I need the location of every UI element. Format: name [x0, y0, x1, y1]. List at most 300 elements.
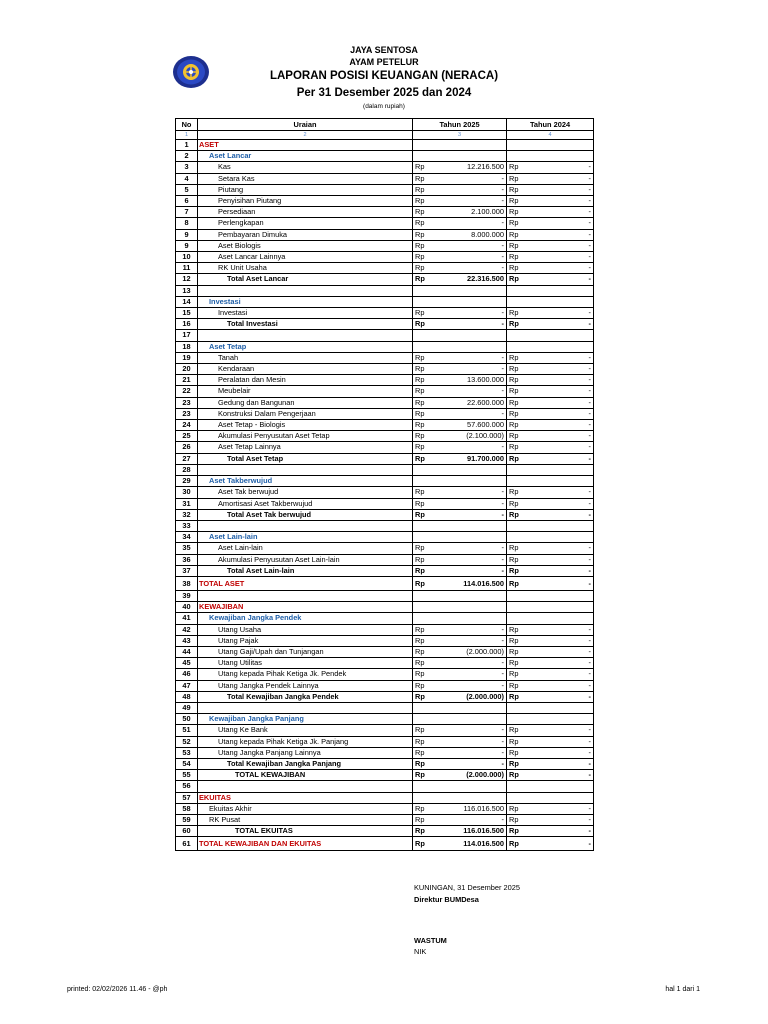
table-row — [176, 296, 594, 307]
value-2024: - — [525, 274, 594, 285]
row-label: Utang Usaha — [198, 624, 413, 635]
currency-2025 — [413, 781, 431, 792]
value-2024 — [525, 341, 594, 352]
row-label: Utang kepada Pihak Ketiga Jk. Panjang — [198, 736, 413, 747]
value-2025: - — [431, 308, 507, 319]
column-index-row — [176, 131, 594, 140]
row-number: 40 — [176, 602, 198, 613]
currency-2024 — [507, 590, 525, 601]
value-2025: - — [431, 173, 507, 184]
currency-2025: Rp — [413, 274, 431, 285]
currency-2024 — [507, 296, 525, 307]
company-name: JAYA SENTOSA — [350, 45, 418, 55]
currency-2025: Rp — [413, 691, 431, 702]
currency-2025: Rp — [413, 758, 431, 769]
currency-2025 — [413, 532, 431, 543]
row-number: 59 — [176, 814, 198, 825]
currency-2024: Rp — [507, 420, 525, 431]
table-row — [176, 702, 594, 713]
row-number: 10 — [176, 252, 198, 263]
table-row — [176, 602, 594, 613]
table-row — [176, 386, 594, 397]
row-label: Meubelair — [198, 386, 413, 397]
row-label: Investasi — [198, 308, 413, 319]
currency-2024: Rp — [507, 184, 525, 195]
value-2024: - — [525, 319, 594, 330]
col-index: 4 — [507, 131, 594, 140]
table-row — [176, 635, 594, 646]
currency-2025: Rp — [413, 826, 431, 837]
currency-2024 — [507, 464, 525, 475]
row-label: Perlengkapan — [198, 218, 413, 229]
row-number: 55 — [176, 770, 198, 781]
currency-2024: Rp — [507, 487, 525, 498]
currency-2024 — [507, 330, 525, 341]
value-2024 — [525, 532, 594, 543]
currency-2025: Rp — [413, 646, 431, 657]
currency-2024: Rp — [507, 770, 525, 781]
table-row — [176, 263, 594, 274]
row-number: 23 — [176, 397, 198, 408]
value-2024: - — [525, 240, 594, 251]
currency-2025: Rp — [413, 308, 431, 319]
value-2024: - — [525, 375, 594, 386]
value-2024 — [525, 613, 594, 624]
value-2025: - — [431, 669, 507, 680]
value-2024: - — [525, 736, 594, 747]
table-row — [176, 218, 594, 229]
value-2024 — [525, 520, 594, 531]
table-row — [176, 240, 594, 251]
value-2025: - — [431, 725, 507, 736]
table-row — [176, 509, 594, 520]
row-number: 21 — [176, 375, 198, 386]
row-number: 44 — [176, 646, 198, 657]
row-number: 2 — [176, 151, 198, 162]
value-2025 — [431, 464, 507, 475]
table-row — [176, 803, 594, 814]
value-2025: (2.000.000) — [431, 691, 507, 702]
row-label: EKUITAS — [198, 792, 413, 803]
value-2025: (2.000.000) — [431, 770, 507, 781]
row-number: 33 — [176, 520, 198, 531]
currency-2024: Rp — [507, 658, 525, 669]
row-label: Utang Jangka Panjang Lainnya — [198, 747, 413, 758]
row-number: 39 — [176, 590, 198, 601]
table-row — [176, 554, 594, 565]
row-label: Tanah — [198, 352, 413, 363]
currency-2025: Rp — [413, 635, 431, 646]
table-header-row — [176, 119, 594, 131]
row-label: TOTAL EKUITAS — [198, 826, 413, 837]
currency-2025: Rp — [413, 263, 431, 274]
row-label: Aset Tetap — [198, 341, 413, 352]
currency-2025 — [413, 341, 431, 352]
value-2025 — [431, 330, 507, 341]
value-2024 — [525, 590, 594, 601]
value-2025: - — [431, 758, 507, 769]
value-2025: - — [431, 252, 507, 263]
row-number: 58 — [176, 803, 198, 814]
table-row — [176, 613, 594, 624]
row-number: 29 — [176, 476, 198, 487]
value-2025: - — [431, 814, 507, 825]
row-label: Total Investasi — [198, 319, 413, 330]
row-label — [198, 464, 413, 475]
currency-2025 — [413, 702, 431, 713]
row-number: 14 — [176, 296, 198, 307]
value-2025 — [431, 520, 507, 531]
currency-2024: Rp — [507, 736, 525, 747]
currency-2025: Rp — [413, 565, 431, 576]
row-number: 50 — [176, 714, 198, 725]
row-label: Kewajiban Jangka Pendek — [198, 613, 413, 624]
table-row — [176, 285, 594, 296]
row-label — [198, 702, 413, 713]
row-label — [198, 590, 413, 601]
balance-sheet-table — [175, 118, 594, 851]
value-2025 — [431, 602, 507, 613]
currency-2024: Rp — [507, 431, 525, 442]
value-2025: - — [431, 635, 507, 646]
value-2025 — [431, 140, 507, 151]
currency-2025: Rp — [413, 364, 431, 375]
value-2025: - — [431, 498, 507, 509]
currency-2025: Rp — [413, 554, 431, 565]
value-2024 — [525, 702, 594, 713]
currency-2025: Rp — [413, 624, 431, 635]
row-label: Akumulasi Penyusutan Aset Lain-lain — [198, 554, 413, 565]
currency-2024: Rp — [507, 814, 525, 825]
currency-2025: Rp — [413, 240, 431, 251]
currency-2025: Rp — [413, 375, 431, 386]
table-row — [176, 330, 594, 341]
row-number: 1 — [176, 140, 198, 151]
value-2025 — [431, 702, 507, 713]
row-number: 7 — [176, 207, 198, 218]
value-2024: - — [525, 826, 594, 837]
currency-2024: Rp — [507, 308, 525, 319]
table-row — [176, 658, 594, 669]
row-label: Utang Gaji/Upah dan Tunjangan — [198, 646, 413, 657]
value-2025 — [431, 341, 507, 352]
currency-2024: Rp — [507, 646, 525, 657]
row-label: Total Aset Tetap — [198, 453, 413, 464]
table-row — [176, 520, 594, 531]
table-row — [176, 431, 594, 442]
currency-2025: Rp — [413, 229, 431, 240]
table-row — [176, 173, 594, 184]
value-2024: - — [525, 576, 594, 590]
row-label: Aset Lain-lain — [198, 532, 413, 543]
row-label: Peralatan dan Mesin — [198, 375, 413, 386]
row-number: 20 — [176, 364, 198, 375]
row-number: 54 — [176, 758, 198, 769]
table-row — [176, 229, 594, 240]
row-label: Utang Ke Bank — [198, 725, 413, 736]
value-2025: 91.700.000 — [431, 453, 507, 464]
currency-2025: Rp — [413, 431, 431, 442]
row-number: 27 — [176, 453, 198, 464]
currency-2024 — [507, 532, 525, 543]
currency-2024: Rp — [507, 680, 525, 691]
currency-2024 — [507, 613, 525, 624]
value-2025: - — [431, 624, 507, 635]
page-indicator: hal 1 dari 1 — [665, 986, 700, 993]
value-2024: - — [525, 420, 594, 431]
table-row — [176, 725, 594, 736]
value-2025: 13.600.000 — [431, 375, 507, 386]
value-2025: (2.000.000) — [431, 646, 507, 657]
row-number: 52 — [176, 736, 198, 747]
value-2024: - — [525, 624, 594, 635]
row-label: Penyisihan Piutang — [198, 196, 413, 207]
currency-2025 — [413, 285, 431, 296]
value-2025 — [431, 476, 507, 487]
value-2025: - — [431, 364, 507, 375]
value-2025: - — [431, 736, 507, 747]
row-label: Persediaan — [198, 207, 413, 218]
currency-2024: Rp — [507, 263, 525, 274]
row-label: Aset Tetap - Biologis — [198, 420, 413, 431]
signature-place-date: KUNINGAN, 31 Desember 2025 — [414, 883, 520, 892]
currency-2024: Rp — [507, 725, 525, 736]
row-number: 19 — [176, 352, 198, 363]
currency-2025 — [413, 520, 431, 531]
row-label: Aset Takberwujud — [198, 476, 413, 487]
currency-2024: Rp — [507, 565, 525, 576]
currency-2025 — [413, 296, 431, 307]
row-number: 37 — [176, 565, 198, 576]
currency-2025: Rp — [413, 420, 431, 431]
currency-2024 — [507, 151, 525, 162]
table-row — [176, 352, 594, 363]
row-label: Utang Jangka Pendek Lainnya — [198, 680, 413, 691]
row-label: Kas — [198, 162, 413, 173]
col-no-header: No — [176, 119, 198, 131]
value-2025: - — [431, 554, 507, 565]
row-label: Setara Kas — [198, 173, 413, 184]
currency-2024: Rp — [507, 352, 525, 363]
value-2024: - — [525, 554, 594, 565]
currency-2024: Rp — [507, 274, 525, 285]
col-uraian-header: Uraian — [198, 119, 413, 131]
currency-2025: Rp — [413, 184, 431, 195]
table-row — [176, 319, 594, 330]
currency-2024: Rp — [507, 196, 525, 207]
row-label — [198, 520, 413, 531]
table-row — [176, 397, 594, 408]
row-number: 48 — [176, 691, 198, 702]
row-number: 47 — [176, 680, 198, 691]
row-number: 31 — [176, 498, 198, 509]
currency-2024: Rp — [507, 397, 525, 408]
value-2025: - — [431, 565, 507, 576]
value-2024 — [525, 464, 594, 475]
currency-2024: Rp — [507, 758, 525, 769]
row-number: 42 — [176, 624, 198, 635]
value-2024: - — [525, 196, 594, 207]
value-2025 — [431, 532, 507, 543]
col-2024-header: Tahun 2024 — [507, 119, 594, 131]
row-label: Total Aset Lancar — [198, 274, 413, 285]
col-index: 2 — [198, 131, 413, 140]
row-label: KEWAJIBAN — [198, 602, 413, 613]
table-row — [176, 837, 594, 851]
row-number: 4 — [176, 173, 198, 184]
currency-2025 — [413, 602, 431, 613]
table-row — [176, 196, 594, 207]
currency-2025: Rp — [413, 218, 431, 229]
currency-2025: Rp — [413, 747, 431, 758]
currency-2024: Rp — [507, 837, 525, 851]
value-2024: - — [525, 803, 594, 814]
value-2025: - — [431, 263, 507, 274]
currency-2025 — [413, 464, 431, 475]
currency-2024 — [507, 520, 525, 531]
currency-2025: Rp — [413, 386, 431, 397]
row-number: 36 — [176, 554, 198, 565]
currency-2025: Rp — [413, 196, 431, 207]
value-2025: - — [431, 386, 507, 397]
currency-2024: Rp — [507, 240, 525, 251]
value-2024: - — [525, 635, 594, 646]
value-2024: - — [525, 669, 594, 680]
row-label: Aset Tetap Lainnya — [198, 442, 413, 453]
value-2025 — [431, 296, 507, 307]
currency-2025 — [413, 151, 431, 162]
value-2025: - — [431, 196, 507, 207]
value-2025 — [431, 781, 507, 792]
row-label: ASET — [198, 140, 413, 151]
row-number: 3 — [176, 162, 198, 173]
currency-2025: Rp — [413, 725, 431, 736]
currency-2024: Rp — [507, 252, 525, 263]
row-number: 17 — [176, 330, 198, 341]
row-number: 12 — [176, 274, 198, 285]
value-2024: - — [525, 758, 594, 769]
row-number: 16 — [176, 319, 198, 330]
table-row — [176, 680, 594, 691]
table-row — [176, 464, 594, 475]
value-2024: - — [525, 658, 594, 669]
value-2024 — [525, 714, 594, 725]
currency-2024: Rp — [507, 173, 525, 184]
table-row — [176, 826, 594, 837]
table-row — [176, 162, 594, 173]
currency-2025 — [413, 590, 431, 601]
value-2025: - — [431, 543, 507, 554]
value-2024: - — [525, 386, 594, 397]
table-row — [176, 308, 594, 319]
value-2024 — [525, 781, 594, 792]
value-2024 — [525, 792, 594, 803]
report-period: Per 31 Desember 2025 dan 2024 — [296, 87, 472, 99]
row-number: 11 — [176, 263, 198, 274]
value-2024: - — [525, 308, 594, 319]
row-number: 18 — [176, 341, 198, 352]
row-number: 13 — [176, 285, 198, 296]
row-number: 23 — [176, 408, 198, 419]
currency-2024: Rp — [507, 803, 525, 814]
value-2024: - — [525, 487, 594, 498]
currency-2024: Rp — [507, 554, 525, 565]
value-2025: 12.216.500 — [431, 162, 507, 173]
row-number: 60 — [176, 826, 198, 837]
value-2025: - — [431, 218, 507, 229]
row-number: 8 — [176, 218, 198, 229]
currency-2024: Rp — [507, 543, 525, 554]
value-2024 — [525, 140, 594, 151]
row-label: Aset Lain-lain — [198, 543, 413, 554]
value-2025: - — [431, 352, 507, 363]
row-label: TOTAL KEWAJIBAN DAN EKUITAS — [198, 837, 413, 851]
row-label: Piutang — [198, 184, 413, 195]
row-label: Aset Lancar — [198, 151, 413, 162]
value-2025: - — [431, 658, 507, 669]
currency-2025 — [413, 792, 431, 803]
value-2024: - — [525, 509, 594, 520]
row-number: 25 — [176, 431, 198, 442]
row-number: 15 — [176, 308, 198, 319]
value-2024: - — [525, 442, 594, 453]
table-row — [176, 624, 594, 635]
table-row — [176, 576, 594, 590]
table-row — [176, 341, 594, 352]
table-row — [176, 781, 594, 792]
table-row — [176, 408, 594, 419]
row-label: Kewajiban Jangka Panjang — [198, 714, 413, 725]
row-label: Akumulasi Penyusutan Aset Tetap — [198, 431, 413, 442]
value-2025: - — [431, 319, 507, 330]
currency-2025: Rp — [413, 658, 431, 669]
row-label: Gedung dan Bangunan — [198, 397, 413, 408]
currency-2024: Rp — [507, 691, 525, 702]
currency-2025 — [413, 714, 431, 725]
table-row — [176, 375, 594, 386]
table-row — [176, 814, 594, 825]
table-row — [176, 590, 594, 601]
table-row — [176, 442, 594, 453]
row-label: RK Pusat — [198, 814, 413, 825]
currency-2024 — [507, 602, 525, 613]
table-row — [176, 543, 594, 554]
value-2024: - — [525, 252, 594, 263]
currency-2024 — [507, 702, 525, 713]
currency-2024: Rp — [507, 386, 525, 397]
table-row — [176, 151, 594, 162]
row-number: 57 — [176, 792, 198, 803]
value-2024: - — [525, 646, 594, 657]
table-row — [176, 274, 594, 285]
currency-2024: Rp — [507, 229, 525, 240]
col-index: 1 — [176, 131, 198, 140]
table-row — [176, 714, 594, 725]
row-number: 46 — [176, 669, 198, 680]
currency-2025 — [413, 140, 431, 151]
row-number: 53 — [176, 747, 198, 758]
value-2025: 114.016.500 — [431, 576, 507, 590]
report-title: LAPORAN POSISI KEUANGAN (NERACA) — [269, 70, 499, 82]
currency-2025: Rp — [413, 680, 431, 691]
value-2024 — [525, 476, 594, 487]
row-number: 6 — [176, 196, 198, 207]
currency-note: (dalam rupiah) — [363, 103, 405, 110]
currency-2025: Rp — [413, 803, 431, 814]
currency-2025: Rp — [413, 173, 431, 184]
value-2024: - — [525, 431, 594, 442]
row-label: Utang Pajak — [198, 635, 413, 646]
